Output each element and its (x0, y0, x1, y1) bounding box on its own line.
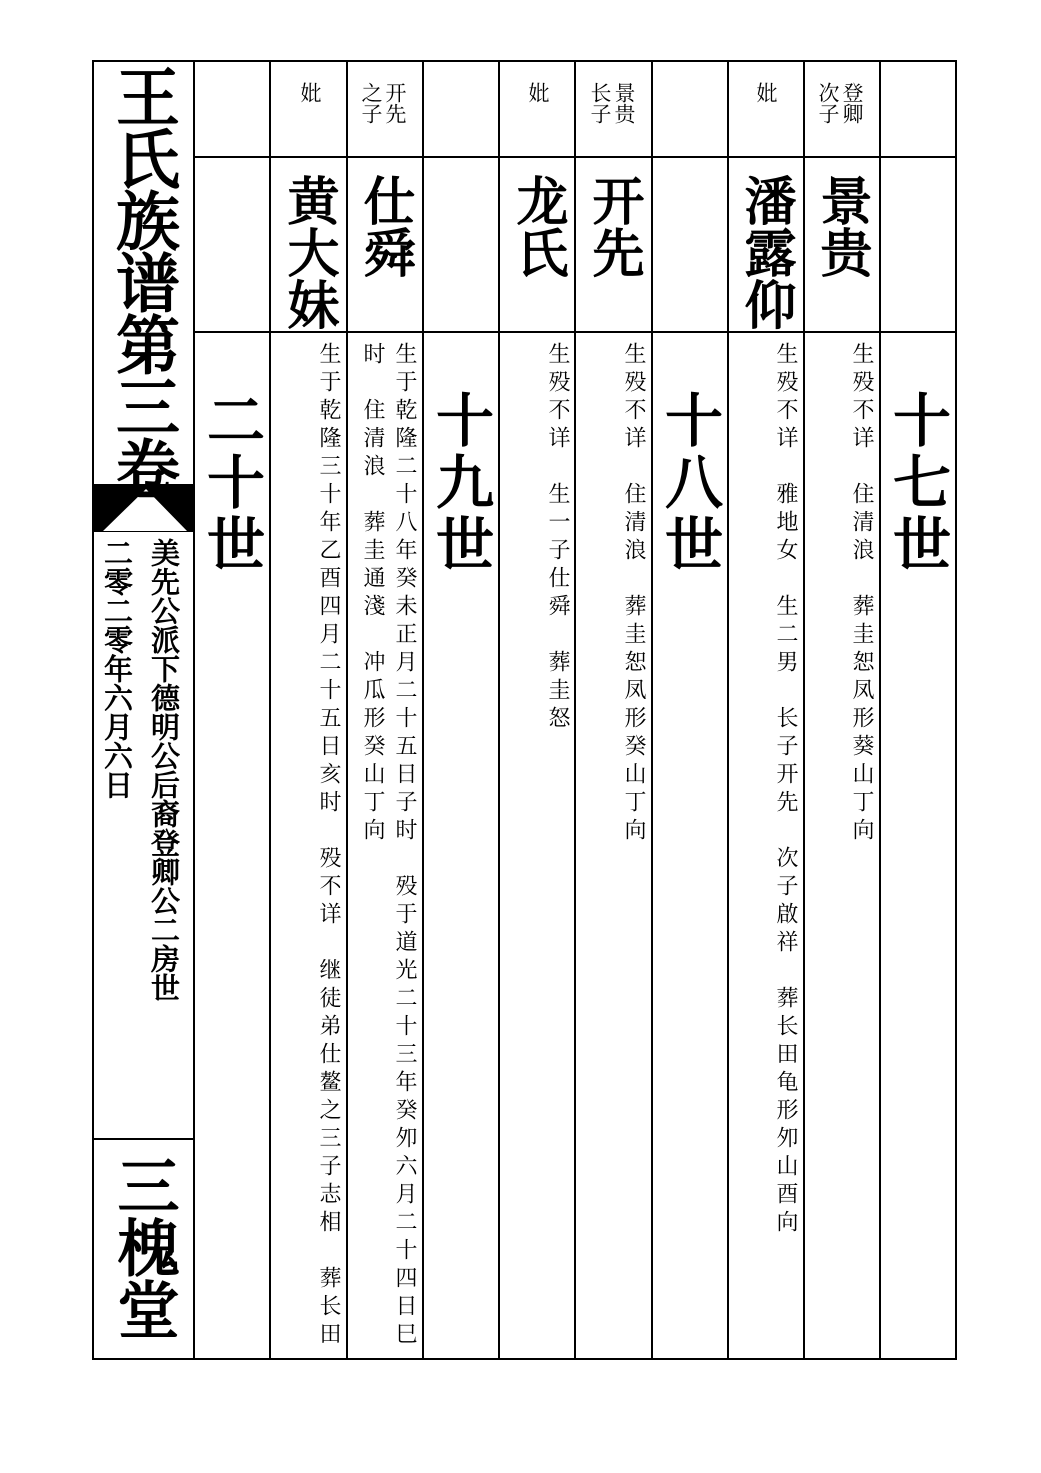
title-divider (92, 1138, 193, 1140)
border-top (92, 60, 957, 62)
column-divider (651, 60, 653, 1360)
generation-label-20: 二十世 (197, 390, 265, 576)
compiled-date: 二零二零年六月六日 (100, 538, 134, 799)
person-relation: 登卿 次子 (816, 82, 864, 124)
person-relation: 妣 (754, 82, 778, 103)
person-bio: 生殁不详 生一子仕舜 葬圭怒 (545, 342, 570, 734)
person-relation: 妣 (526, 82, 550, 103)
column-divider (574, 60, 576, 1360)
genealogy-page (92, 60, 957, 1360)
column-divider (346, 60, 348, 1360)
column-divider (879, 60, 881, 1360)
person-name: 开先 (583, 174, 644, 278)
person-relation: 妣 (298, 82, 322, 103)
column-divider (803, 60, 805, 1360)
generation-label-17: 十七世 (883, 390, 951, 576)
generation-label-18: 十八世 (655, 390, 723, 576)
person-name: 潘露仰 (735, 174, 796, 330)
person-bio: 生殁不详 住清浪 葬圭恕凤形葵山丁向 (849, 342, 874, 846)
book-title: 王氏族谱第三卷 (105, 64, 180, 498)
column-divider (193, 60, 195, 1360)
border-left (92, 60, 94, 1360)
person-relation: 开先 之子 (359, 82, 407, 124)
person-name: 龙氏 (507, 174, 568, 278)
column-divider (269, 60, 271, 1360)
person-bio: 生于乾隆三十年乙酉四月二十五日亥时 殁不详 继徒弟仕鳌之三子志相 葬长田 (316, 342, 341, 1350)
border-bottom (92, 1358, 957, 1360)
row-divider (193, 331, 957, 333)
person-bio: 生殁不详 雅地女 生二男 长子开先 次子啟祥 葬长田龟形夘山酉向 (773, 342, 798, 1238)
branch-subtitle: 美先公派下德明公后裔登卿公二房世 (147, 538, 181, 1002)
person-bio-continued: 时 住清浪 葬圭通淺 冲瓜形癸山丁向 (360, 342, 385, 846)
hall-name: 三槐堂 (107, 1154, 180, 1340)
column-divider (727, 60, 729, 1360)
person-name: 黄大妹 (278, 174, 339, 330)
row-divider (193, 156, 957, 158)
person-bio: 生于乾隆二十八年癸未正月二十五日子时 殁于道光二十三年癸夘六月二十四日巳 (392, 342, 417, 1350)
person-bio: 生殁不详 住清浪 葬圭恕凤形癸山丁向 (621, 342, 646, 846)
person-name: 景贵 (811, 174, 872, 278)
border-right (955, 60, 957, 1360)
generation-label-19: 十九世 (426, 390, 494, 576)
column-divider (498, 60, 500, 1360)
person-relation: 景贵 长子 (588, 82, 636, 124)
column-divider (422, 60, 424, 1360)
person-name: 仕舜 (354, 174, 415, 278)
